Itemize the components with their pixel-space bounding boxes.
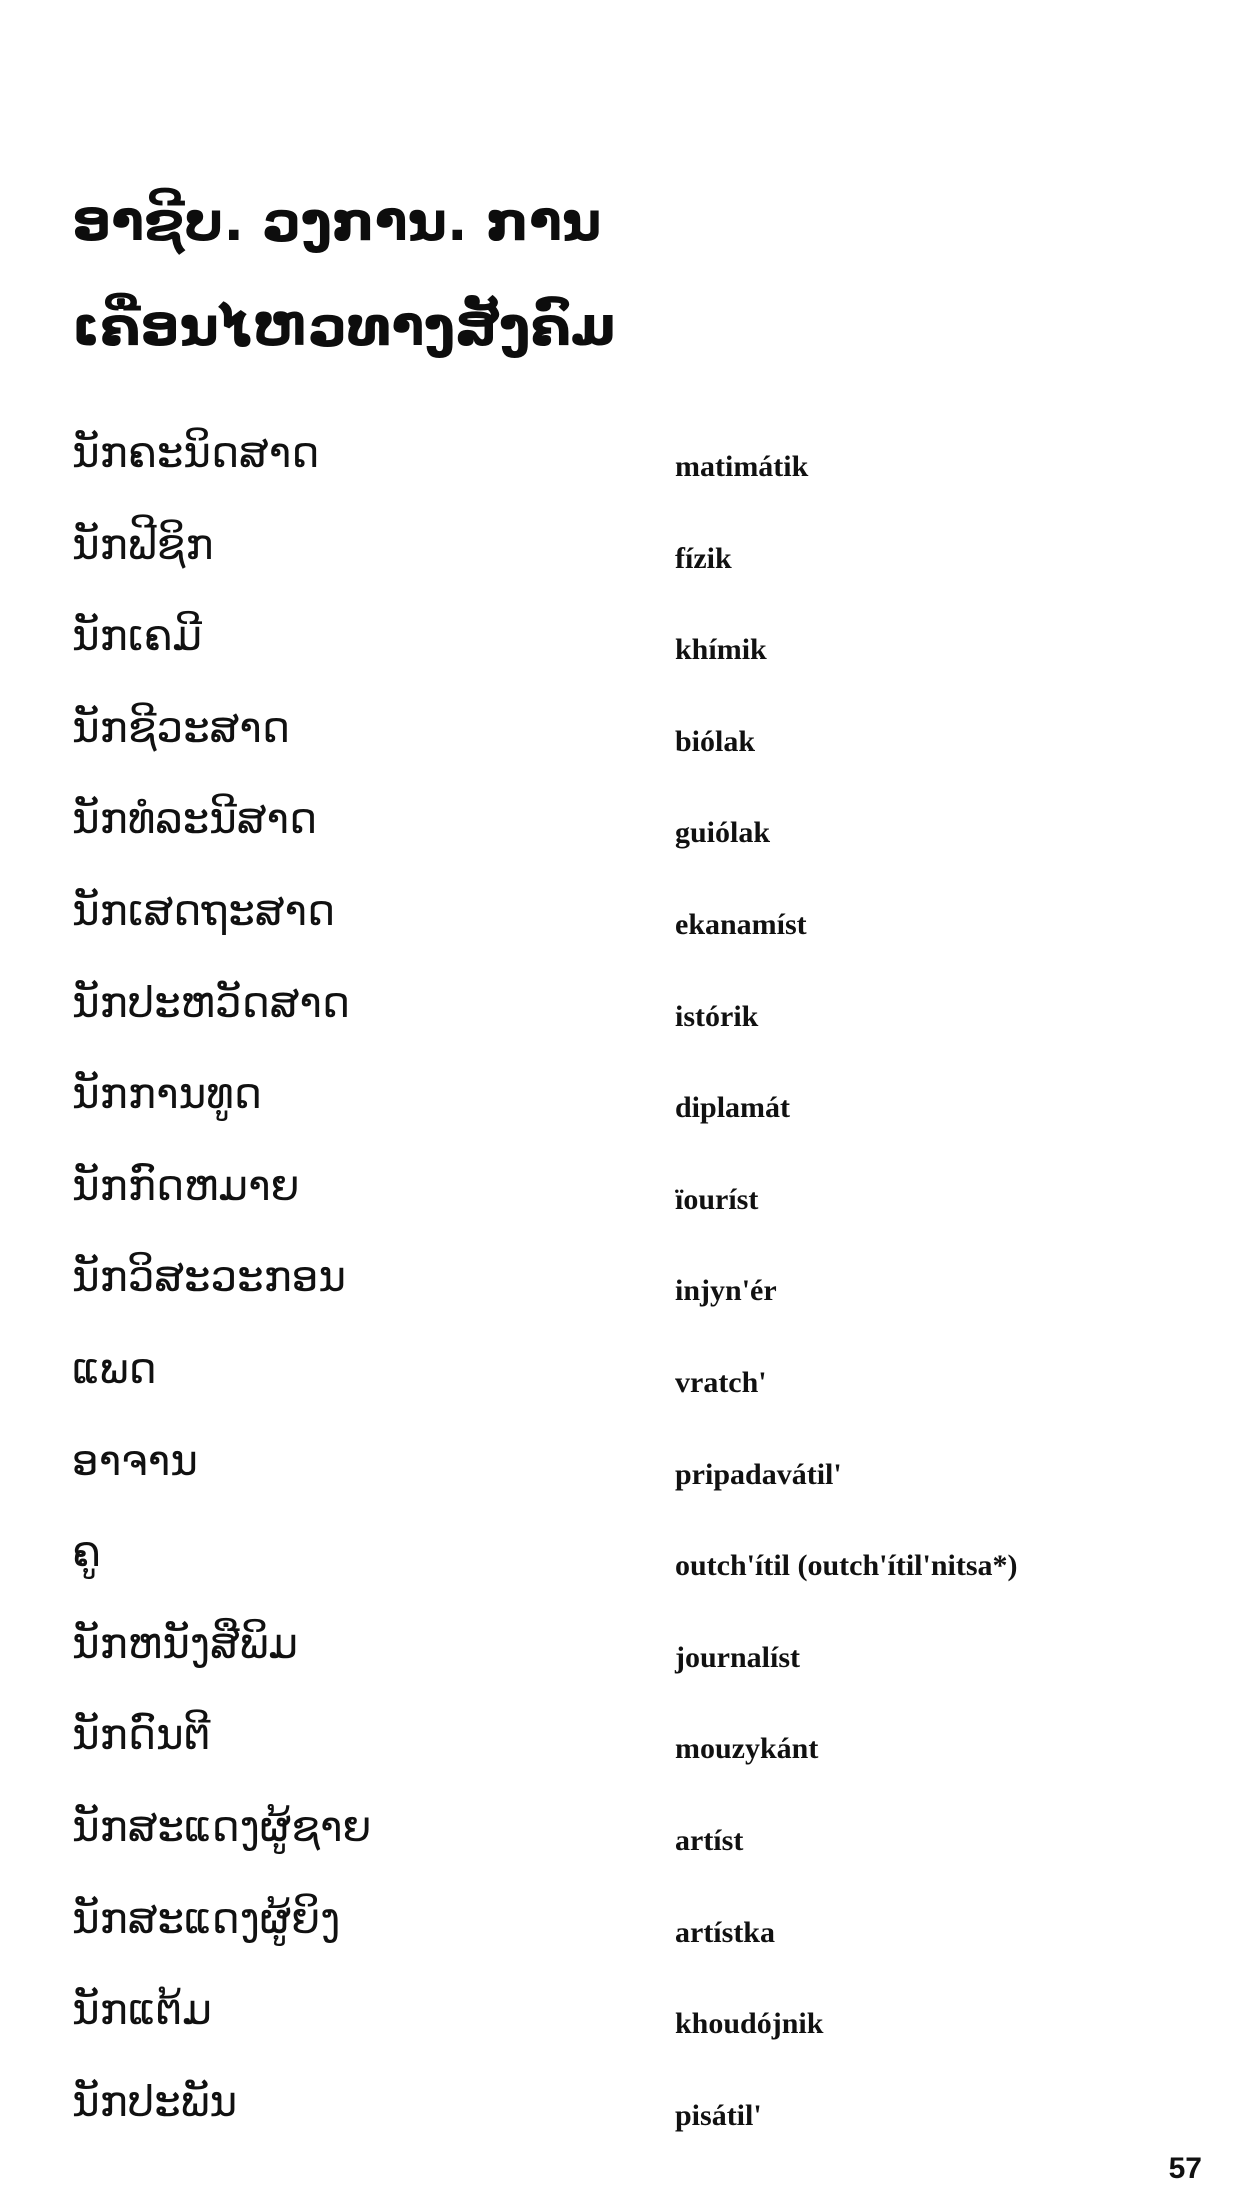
vocabulary-entry <box>0 1153 1260 1245</box>
russian-transliteration: injyn'ér <box>675 1274 777 1308</box>
vocabulary-entry <box>0 1611 1260 1703</box>
vocabulary-entry <box>0 1061 1260 1153</box>
vocabulary-list <box>0 420 1260 2160</box>
lao-term: ນັກວິສະວະກອນ <box>72 1252 346 1302</box>
russian-transliteration: biólak <box>675 724 756 758</box>
vocabulary-entry <box>0 1428 1260 1520</box>
vocabulary-entry <box>0 603 1260 695</box>
russian-transliteration: diplamát <box>675 1091 791 1125</box>
lao-term: ນັກປະພັນ <box>72 2076 238 2126</box>
lao-term: ນັກການທູດ <box>72 1069 262 1119</box>
vocabulary-entry <box>0 420 1260 512</box>
section-heading-line-1: ອາຊີບ. ວງການ. ການ <box>72 190 602 253</box>
vocabulary-entry <box>0 878 1260 970</box>
russian-transliteration: artístka <box>675 1915 775 1949</box>
lao-term: ນັກແຕ້ມ <box>72 1985 212 2035</box>
russian-transliteration: khoudójnik <box>675 2007 824 2041</box>
russian-transliteration: guiólak <box>675 816 771 850</box>
vocabulary-entry <box>0 1886 1260 1978</box>
russian-transliteration: ïouríst <box>675 1182 759 1216</box>
lao-term: ຄູ <box>72 1527 101 1577</box>
lao-term: ນັກຊີວະສາດ <box>72 702 290 752</box>
vocabulary-entry <box>0 1702 1260 1794</box>
vocabulary-entry <box>0 1519 1260 1611</box>
russian-transliteration: pisátil' <box>675 2098 762 2132</box>
russian-transliteration: outch'ítil (outch'ítil'nitsa*) <box>675 1549 1018 1583</box>
russian-transliteration: artíst <box>675 1823 744 1857</box>
vocabulary-entry <box>0 786 1260 878</box>
vocabulary-entry <box>0 695 1260 787</box>
lao-term: ນັກຫນັງສືພິມ <box>72 1618 298 1668</box>
lao-term: ອາຈານ <box>72 1435 198 1485</box>
lao-term: ແພດ <box>72 1343 157 1393</box>
lao-term: ນັກສະແດງຜູ້ຊາຍ <box>72 1801 372 1851</box>
lao-term: ນັກກົດຫມາຍ <box>72 1160 300 1210</box>
russian-transliteration: pripadavátil' <box>675 1457 842 1491</box>
lao-term: ນັກຄະນິດສາດ <box>72 428 320 477</box>
lao-term: ນັກເຄມີ <box>72 611 202 661</box>
russian-transliteration: fízik <box>675 541 732 575</box>
russian-transliteration: journalíst <box>675 1640 801 1674</box>
vocabulary-entry <box>0 1977 1260 2069</box>
vocabulary-entry <box>0 1794 1260 1886</box>
vocabulary-entry <box>0 1244 1260 1336</box>
lao-term: ນັກສະແດງຜູ້ຍິງ <box>72 1893 341 1943</box>
russian-transliteration: mouzykánt <box>675 1732 819 1766</box>
russian-transliteration: khímik <box>675 633 767 667</box>
vocabulary-entry <box>0 1336 1260 1428</box>
russian-transliteration: matimátik <box>675 450 809 483</box>
page-number: 57 <box>1168 2152 1202 2185</box>
lao-term: ນັກປະຫວັດສາດ <box>72 977 350 1027</box>
vocabulary-entry <box>0 512 1260 604</box>
lao-term: ນັກເສດຖະສາດ <box>72 885 336 935</box>
lao-term: ນັກດົນຕີ <box>72 1710 211 1760</box>
russian-transliteration: ekanamíst <box>675 907 807 941</box>
vocabulary-entry <box>0 970 1260 1062</box>
lao-term: ນັກທໍລະນີສາດ <box>72 794 318 844</box>
vocabulary-entry <box>0 2069 1260 2161</box>
russian-transliteration: istórik <box>675 999 759 1033</box>
lao-term: ນັກຟີຊິກ <box>72 519 214 569</box>
section-heading-line-2: ເຄື່ອນໄຫວທາງສັງຄົມ <box>72 295 617 358</box>
russian-transliteration: vratch' <box>675 1365 767 1399</box>
